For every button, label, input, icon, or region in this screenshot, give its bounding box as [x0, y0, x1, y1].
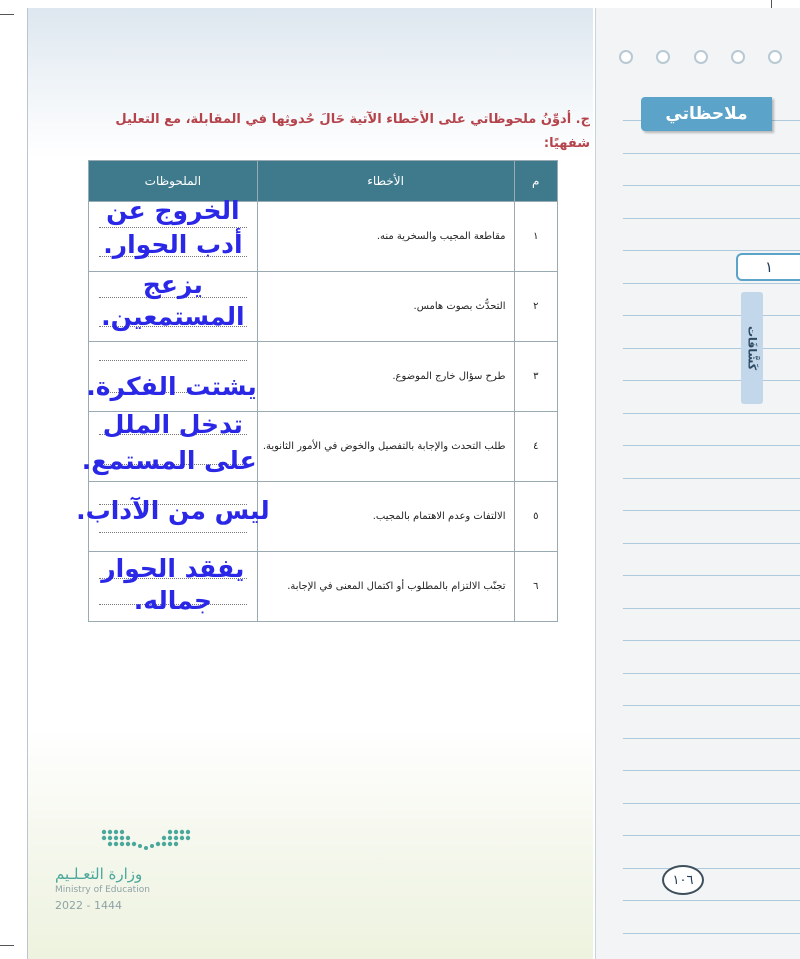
handwritten-note-line2: على المستمع.: [81, 446, 257, 475]
exercise-instruction: ج. أدوِّنُ ملحوظاتي على الأخطاء الآتية حَالَ حُدوثِها في المقابلة، مع التعليل شفهيًا:: [115, 112, 590, 151]
ruled-line: [623, 348, 800, 349]
row-number: ٤: [514, 412, 558, 482]
ministry-year: 2022 - 1444: [55, 899, 122, 912]
note-cell[interactable]: [81, 410, 258, 482]
ruled-line: [623, 705, 800, 706]
handwritten-note-line2: ليس من الآداب.: [76, 496, 270, 525]
unit-label-tab: [741, 292, 763, 404]
table-row: [89, 342, 558, 412]
binder-hole: [694, 50, 708, 64]
ruled-line: [623, 803, 800, 804]
ruled-line: [623, 933, 800, 934]
error-text: الالتفات وعدم الاهتمام بالمجيب.: [257, 482, 514, 552]
ministry-logo-icon: [100, 826, 192, 854]
ruled-line: [623, 283, 800, 284]
table-row: [89, 272, 558, 342]
ministry-name-english: Ministry of Education: [55, 885, 150, 895]
table-row: [89, 552, 558, 622]
notes-sidebar: [595, 8, 800, 959]
ruled-line: [623, 673, 800, 674]
handwritten-note-line2: المستمعين.: [101, 302, 245, 331]
unit-number-tab: ١: [736, 253, 800, 281]
crop-mark-bottom-left: [0, 945, 14, 946]
dotted-line: [99, 227, 247, 228]
row-number: ٦: [514, 552, 558, 622]
ruled-line: [623, 250, 800, 251]
error-text: تجنّب الالتزام بالمطلوب أو اكتمال المعنى في الإجابة.: [257, 552, 514, 622]
error-text: التحدُّث بصوت هامس.: [257, 272, 514, 342]
dotted-line: [99, 532, 247, 533]
table-row: [89, 482, 558, 552]
ruled-line: [623, 543, 800, 544]
error-text: طلب التحدث والإجابة بالتفصيل والخوض في الأمور الثانوية.: [257, 412, 514, 482]
unit-label-text: كَشَّافَات: [745, 325, 759, 371]
handwritten-note-line1: يزعج: [142, 270, 203, 299]
binder-hole: [731, 50, 745, 64]
row-number: ٥: [514, 482, 558, 552]
table-row: [89, 412, 558, 482]
header-notes: الملحوظات: [89, 161, 258, 202]
note-cell[interactable]: [89, 552, 258, 622]
handwritten-note-line1: الخروج عن: [106, 196, 240, 225]
binder-hole: [768, 50, 782, 64]
header-errors: الأخطاء: [257, 161, 514, 202]
dotted-line: [99, 360, 247, 361]
handwritten-note-line2: يشتت الفكرة.: [86, 372, 257, 401]
ruled-line: [623, 738, 800, 739]
ruled-line: [623, 868, 800, 869]
row-number: ١: [514, 202, 558, 272]
ruled-line: [623, 835, 800, 836]
ministry-name-arabic: وزارة التعـلـيم: [55, 865, 143, 883]
table-row: [89, 202, 558, 272]
ruled-line: [623, 575, 800, 576]
handwritten-note-line2: أدب الحوار.: [103, 230, 243, 259]
ruled-line: [623, 380, 800, 381]
page-edge: [27, 8, 28, 959]
note-cell[interactable]: [89, 272, 258, 342]
ruled-line: [623, 218, 800, 219]
ruled-line: [623, 900, 800, 901]
handwritten-note-line1: يفقد الحوار: [101, 554, 245, 583]
notes-tab: ملاحظاتي: [641, 97, 772, 131]
ruled-line: [623, 510, 800, 511]
ruled-line: [623, 445, 800, 446]
header-num: م: [514, 161, 558, 202]
crop-mark-top-left: [0, 14, 14, 15]
ruled-line: [623, 413, 800, 414]
page-number: ١٠٦: [662, 865, 704, 895]
ruled-line: [623, 640, 800, 641]
note-cell[interactable]: [76, 482, 270, 552]
handwritten-note-line2: جماله.: [133, 586, 212, 615]
note-cell[interactable]: [86, 342, 258, 412]
note-cell[interactable]: [89, 196, 258, 272]
ruled-line: [623, 185, 800, 186]
ruled-line: [623, 608, 800, 609]
ruled-line: [623, 770, 800, 771]
row-number: ٣: [514, 342, 558, 412]
binder-hole: [619, 50, 633, 64]
ruled-line: [623, 315, 800, 316]
binder-hole: [656, 50, 670, 64]
error-text: طرح سؤال خارج الموضوع.: [257, 342, 514, 412]
ruled-line: [623, 153, 800, 154]
errors-notes-table: [76, 160, 558, 622]
row-number: ٢: [514, 272, 558, 342]
handwritten-note-line1: تدخل الملل: [102, 410, 243, 439]
ruled-line: [623, 478, 800, 479]
error-text: مقاطعة المجيب والسخرية منه.: [257, 202, 514, 272]
